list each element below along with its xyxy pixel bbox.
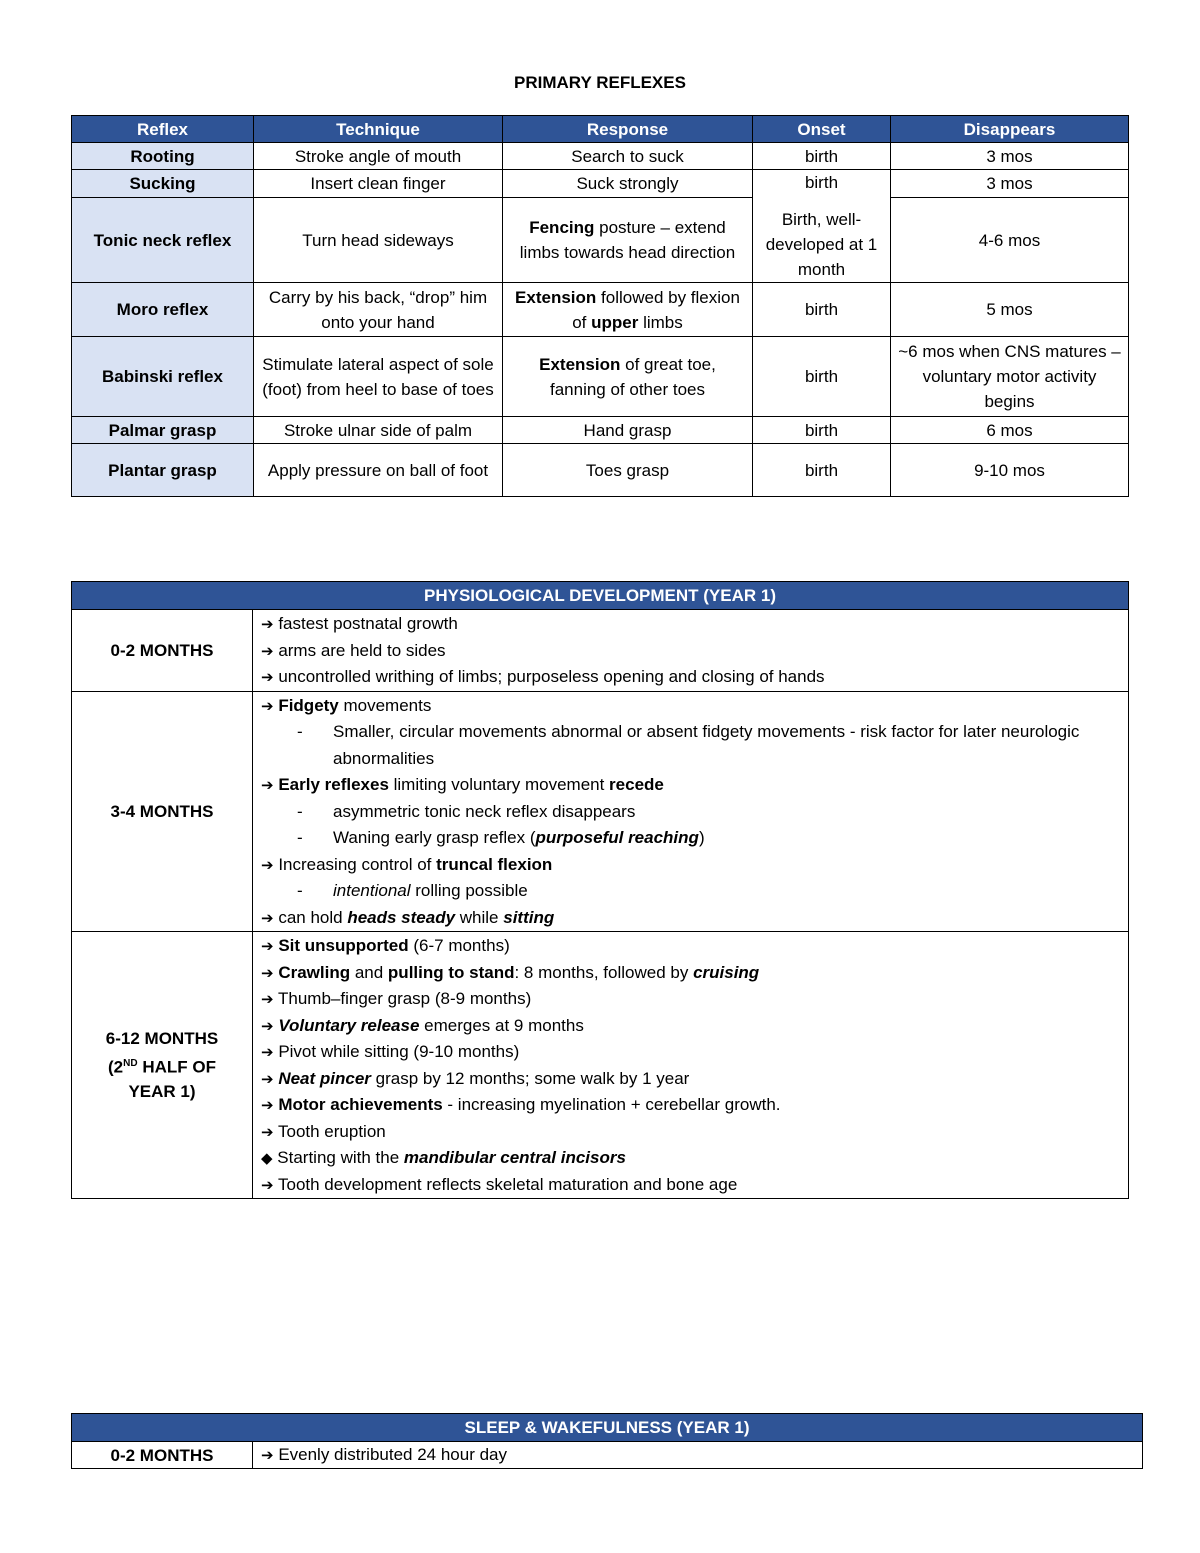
item-bold-italic: mandibular central incisors (403, 1148, 626, 1167)
table-row (72, 198, 1129, 283)
response-cell: Toes grasp (503, 444, 753, 497)
arrow-icon: ➔ (261, 696, 274, 715)
item-text: Starting with the (277, 1148, 404, 1167)
table-header-row (72, 582, 1129, 610)
physiological-development-table (71, 581, 1129, 1199)
item-text: and (350, 962, 388, 982)
response-cell (503, 337, 753, 417)
table-row (72, 283, 1129, 337)
disappears-cell: 3 mos (891, 170, 1129, 198)
list-item (261, 1092, 1120, 1119)
disappears-cell: 3 mos (891, 143, 1129, 170)
age-range-label: 0-2 MONTHS (72, 1442, 253, 1469)
item-bold-italic: heads steady (347, 907, 456, 927)
item-text: fastest postnatal growth (278, 614, 458, 633)
arrow-icon: ➔ (261, 668, 274, 686)
technique-cell: Apply pressure on ball of foot (254, 444, 503, 497)
item-text: (6-7 months) (408, 936, 510, 955)
item-text: Tooth development reflects skeletal maturation and bone age (278, 1174, 738, 1194)
item-text: Waning early grasp reflex ( (333, 828, 536, 847)
milestone-list (253, 691, 1129, 932)
list-item (261, 852, 1120, 879)
onset-cell: birth (753, 444, 891, 497)
technique-cell: Stroke angle of mouth (254, 143, 503, 170)
item-bold-italic: sitting (503, 907, 555, 927)
onset-cell: birth (753, 337, 891, 417)
onset-cell (753, 170, 891, 283)
item-text: limiting voluntary movement (388, 775, 610, 794)
sub-item (261, 719, 1120, 772)
list-item (261, 772, 1120, 799)
dash-bullet: - (297, 722, 303, 741)
item-bold: Motor achievements (278, 1095, 443, 1114)
response-cell: Hand grasp (503, 417, 753, 444)
age-range-label: 3-4 MONTHS (72, 691, 253, 932)
technique-cell: Stroke ulnar side of palm (254, 417, 503, 444)
response-text: limbs (638, 312, 683, 332)
response-bold: Fencing (529, 218, 595, 238)
item-text: while (455, 907, 504, 927)
milestone-list (253, 932, 1129, 1199)
reflex-name: Babinski reflex (72, 337, 254, 417)
list-item (261, 960, 1120, 987)
arrow-icon: ➔ (261, 855, 274, 874)
table-row (72, 1442, 1143, 1469)
age-line: 6-12 MONTHS (105, 1028, 219, 1048)
item-bold-italic: Neat pincer (278, 1068, 371, 1088)
item-text: asymmetric tonic neck reflex disappears (333, 801, 636, 821)
arrow-icon: ➔ (261, 908, 274, 927)
arrow-icon: ➔ (261, 1446, 274, 1464)
arrow-icon: ➔ (261, 1122, 274, 1141)
diamond-icon: ◆ (261, 1149, 273, 1167)
milestone-list (253, 610, 1129, 692)
response-text: posture – extend limbs towards head direction (519, 218, 736, 263)
list-item (261, 664, 1120, 691)
arrow-icon: ➔ (261, 1069, 274, 1088)
arrow-icon: ➔ (261, 937, 274, 955)
arrow-icon: ➔ (261, 963, 274, 982)
arrow-icon: ➔ (261, 1096, 274, 1114)
table-row (72, 932, 1129, 1199)
response-cell (503, 283, 753, 337)
item-text: Pivot while sitting (9-10 months) (278, 1042, 520, 1061)
response-cell: Suck strongly (503, 170, 753, 198)
age-range-label (72, 932, 253, 1199)
ordinal-suffix: ND (123, 1057, 138, 1069)
list-item (261, 611, 1120, 638)
item-text: rolling possible (410, 881, 528, 900)
list-item (261, 693, 1120, 720)
sleep-wakefulness-table (71, 1413, 1143, 1469)
list-item (261, 905, 1120, 932)
item-italic: intentional (333, 881, 411, 900)
technique-cell: Carry by his back, “drop” him onto your hand (254, 283, 503, 337)
list-item (261, 1039, 1120, 1066)
onset-cell: birth (753, 417, 891, 444)
age-range-label: 0-2 MONTHS (72, 610, 253, 692)
item-text: : 8 months, followed by (514, 962, 694, 982)
sub-item (261, 799, 1120, 826)
column-header: Technique (254, 116, 503, 143)
sub-item (261, 825, 1120, 852)
onset-cell: birth (753, 143, 891, 170)
arrow-icon: ➔ (261, 990, 274, 1008)
onset-value: Birth, well-developed at 1 month (765, 210, 878, 279)
column-header: Response (503, 116, 753, 143)
item-bold-italic: Voluntary release (278, 1015, 420, 1035)
disappears-cell: 6 mos (891, 417, 1129, 444)
technique-cell: Insert clean finger (254, 170, 503, 198)
item-text: Increasing control of (278, 854, 437, 874)
dash-bullet: - (297, 881, 303, 900)
item-text: grasp by 12 months; some walk by 1 year (370, 1068, 690, 1088)
reflex-name: Palmar grasp (72, 417, 254, 444)
disappears-cell: 4-6 mos (891, 198, 1129, 283)
arrow-icon: ➔ (261, 615, 274, 633)
list-item (261, 1119, 1120, 1146)
item-bold-italic: cruising (693, 962, 760, 982)
disappears-cell: 5 mos (891, 283, 1129, 337)
response-bold: Extension (515, 287, 597, 307)
page-title: PRIMARY REFLEXES (514, 73, 686, 92)
arrow-icon: ➔ (261, 1016, 274, 1035)
item-bold: pulling to stand (387, 962, 515, 982)
item-text: can hold (278, 907, 348, 927)
list-item (261, 1172, 1120, 1199)
item-text: - increasing myelination + cerebellar growth. (442, 1095, 781, 1114)
table-row (72, 610, 1129, 692)
response-text: of great toe, fanning of other toes (549, 354, 716, 399)
column-header: Onset (753, 116, 891, 143)
table-header-row (72, 116, 1129, 143)
item-text: emerges at 9 months (419, 1015, 584, 1035)
response-bold: Extension (539, 354, 621, 374)
reflex-name: Moro reflex (72, 283, 254, 337)
reflex-name: Plantar grasp (72, 444, 254, 497)
arrow-icon: ➔ (261, 1175, 274, 1194)
table-row (72, 417, 1129, 444)
list-item (261, 1013, 1120, 1040)
table-row (72, 444, 1129, 497)
response-text: followed by flexion of (572, 287, 740, 332)
disappears-cell: ~6 mos when CNS matures – voluntary motor activity begins (891, 337, 1129, 417)
table-header-row (72, 1414, 1143, 1442)
arrow-icon: ➔ (261, 1043, 274, 1061)
list-item (261, 1145, 1120, 1172)
arrow-icon: ➔ (261, 776, 274, 794)
technique-cell: Turn head sideways (254, 198, 503, 283)
disappears-cell: 9-10 mos (891, 444, 1129, 497)
item-text: Thumb–finger grasp (8-9 months) (278, 989, 532, 1008)
table-row (72, 691, 1129, 932)
dash-bullet: - (297, 801, 303, 821)
sleep-description (253, 1442, 1143, 1469)
column-header: Reflex (72, 116, 254, 143)
item-bold: Fidgety (278, 695, 339, 715)
item-text: uncontrolled writhing of limbs; purposeless opening and closing of hands (278, 667, 825, 686)
arrow-icon: ➔ (261, 641, 274, 660)
item-bold: truncal flexion (436, 854, 553, 874)
response-cell (503, 198, 753, 283)
reflex-name: Rooting (72, 143, 254, 170)
column-header: Disappears (891, 116, 1129, 143)
item-text: ) (698, 828, 705, 847)
response-bold: upper (591, 312, 639, 332)
item-bold: Sit unsupported (278, 936, 409, 955)
reflex-name: Sucking (72, 170, 254, 198)
age-line: YEAR 1) (128, 1082, 196, 1102)
table-row (72, 337, 1129, 417)
response-cell: Search to suck (503, 143, 753, 170)
item-text: Evenly distributed 24 hour day (278, 1445, 508, 1464)
list-item (261, 933, 1120, 960)
technique-cell: Stimulate lateral aspect of sole (foot) from heel to base of toes (254, 337, 503, 417)
item-bold: recede (609, 775, 664, 794)
list-item (261, 638, 1120, 665)
onset-value: birth (804, 173, 839, 192)
item-bold: Early reflexes (278, 775, 389, 794)
dash-bullet: - (297, 828, 303, 847)
reflex-name: Tonic neck reflex (72, 198, 254, 283)
item-bold: Crawling (278, 962, 351, 982)
item-text: movements (338, 695, 432, 715)
item-bold-italic: purposeful reaching (535, 828, 699, 847)
age-line: (2ND HALF OF (108, 1057, 216, 1077)
item-text: Smaller, circular movements abnormal or absent fidgety movements - risk factor for later neurologic abnormalities (333, 722, 1080, 768)
sub-item (261, 878, 1120, 905)
primary-reflexes-table (71, 115, 1129, 497)
table-row (72, 143, 1129, 170)
list-item (261, 1066, 1120, 1093)
section-heading: PHYSIOLOGICAL DEVELOPMENT (YEAR 1) (72, 582, 1129, 610)
section-heading: SLEEP & WAKEFULNESS (YEAR 1) (72, 1414, 1143, 1442)
item-text: arms are held to sides (278, 640, 446, 660)
list-item (261, 986, 1120, 1013)
onset-cell: birth (753, 283, 891, 337)
item-text: Tooth eruption (278, 1121, 386, 1141)
table-row (72, 170, 1129, 198)
